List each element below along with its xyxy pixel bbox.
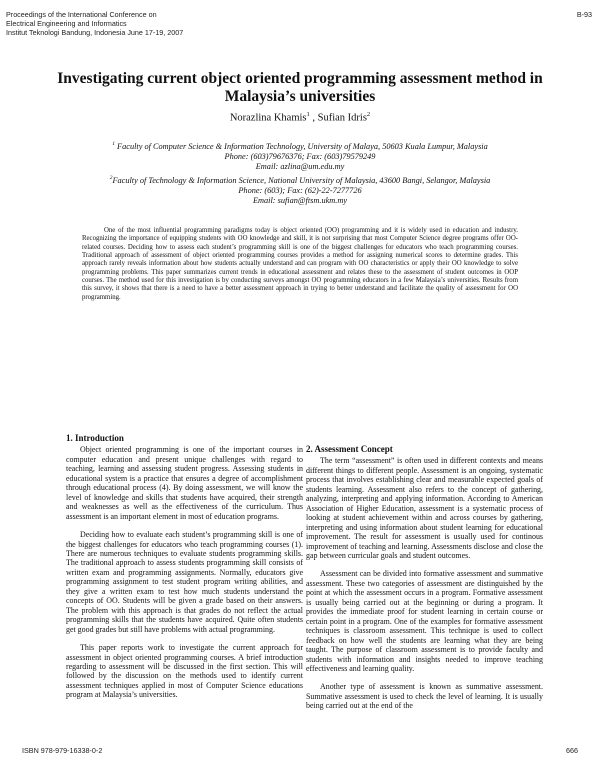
- affiliation-1: [40, 139, 560, 152]
- right-column: [306, 445, 543, 720]
- title-line-1: Investigating current object oriented programming assessment method in: [57, 70, 543, 87]
- proceedings-header: [6, 10, 183, 37]
- affiliation-1-email: Email: azlina@um.edu.my: [255, 162, 345, 172]
- section-1-paragraph: Deciding how to evaluate each student’s programming skill is one of the biggest challenges for educators who teach programming courses (1). There are numerous techniques to evaluate students programming skills. The traditional approach to assess students programming skill consists of written exam and programming assignments. Normally, educators give programming assignment to test student program writing abilities, and they give a written exam to test how much students understand the concepts of OO. Students will be given a grade based on their answers. The problem with this approach is that grades do not reflect the actual programming skills that the students have acquired. Quite often students get good grades but still have problems with actual programming.: [66, 530, 303, 634]
- abstract: One of the most influential programming paradigms today is object oriented (OO) programming and it is widely used in education and industry. Recognizing the importance of equipping students with OO knowledge and skill, it is not surprising that most Computer Science degree programs offer OO-related courses. Deciding how to assess each student’s programming skill is one of the biggest challenges for educators who teach programming courses. Traditional approach of assessment of object oriented programming courses provides a method for assigning numerical scores to determine grades. This approach rarely reveals information about how students actually understand and can program with OO characteristics or apply their OO knowledge to solve programming problems. This paper summarizes current trends in educational assessment and relates these to the assessment of student outcomes in OOP courses. The method used for this investigation is by conducting surveys amongst OO programming educators in a few Malaysia’s universities. Results from this survey, it shows that there is a need to have a better assessment approach in trying to better understand and facilitate the quality of assessment for OO programming.: [82, 227, 518, 301]
- affiliation-2: [40, 173, 560, 186]
- section-2-paragraph: The term “assessment” is often used in different contexts and means different things to different people. Assessment is an ongoing, systematic process that involves establishing clear and measurable expected goals of students learning. Assessment also refers to the concept of gathering, analyzing, interpreting and applying information. According to American Association of Higher Education, assessment is a systematic process of looking at student achievement within and across courses by gathering, interpreting and using information about student learning for educational improvement. The result for assessment is usually used for continous improvement of teaching and learning. Assessments disclose and close the gap between curricular goals and student outcomes.: [306, 456, 543, 560]
- affiliation-2-marker: 2: [109, 174, 113, 181]
- affiliations: [40, 139, 560, 206]
- author-separator: ,: [309, 112, 318, 124]
- affiliation-2-phone: Phone: (603); Fax: (62)-22-7277726: [238, 185, 362, 195]
- footer-isbn: ISBN 978-979-16338-0-2: [22, 746, 103, 755]
- section-1-paragraph: Object oriented programming is one of the important courses in computer education and present unique challenges with regard to teaching, learning and assessing student progress. Assessing students in educational system is a practice that ensures a degree of accomplishment through educational process (4). By doing assessment, we will know the level of knowledge and skills that students have acquired, their strength and weaknesses as well as the effectiveness of the curriculum. Thus assessment is an important element in most of education programs.: [66, 445, 303, 521]
- author-1-marker: 1: [306, 111, 310, 118]
- left-column: [66, 434, 303, 709]
- section-2-paragraph: Another type of assessment is known as summative assessment. Summative assessment is used to check the level of learning. It is usually being carried out at the end of the: [306, 682, 543, 711]
- header-line-3: Institut Teknologi Bandung, Indonesia June 17-19, 2007: [6, 28, 184, 37]
- footer-page-number: 666: [566, 746, 578, 755]
- section-1-heading: 1. Introduction: [66, 433, 124, 443]
- affiliation-1-phone: Phone: (603)79676376; Fax: (603)79579249: [224, 152, 376, 162]
- section-1-paragraph: This paper reports work to investigate the current approach for assessment in object oriented programming courses. A brief introduction regarding to assessment will be discussed in the first section. This will followed by the discussion on the methods used to identify current assessment techniques applied in most of Computer Science educations program at Malaysia’s universities.: [66, 643, 303, 700]
- affiliation-1-marker: 1: [112, 141, 115, 147]
- author-list: [40, 111, 560, 124]
- header-line-2: Electrical Engineering and Informatics: [6, 19, 127, 28]
- affiliation-1-name: Faculty of Computer Science & Information Technology, University of Malaya, 50603 Kuala Lumpur, Malaysia: [114, 141, 488, 151]
- affiliation-2-name: Faculty of Technology & Information Science, National University of Malaysia, 43600 Bangi, Selangor, Malaysia: [112, 175, 491, 185]
- affiliation-2-email: Email: sufian@ftsm.ukm.my: [252, 196, 348, 206]
- section-2-heading: 2. Assessment Concept: [306, 444, 393, 454]
- paper-title: [40, 70, 560, 106]
- author-2: Sufian Idris: [317, 112, 367, 124]
- title-line-2: Malaysia’s universities: [224, 88, 376, 105]
- section-2-paragraph: Assessment can be divided into formative assessment and summative assessment. These two categories of assessment are distinguished by the point at which the assessment occurs in a program. Formative assessment is usually being carried out at the beginning or during a program. It provides the immediate proof for student learning in certain course or certain point in a program. One of the examples for formative assessment techniques is classroom assessment. This technique is used to collect feedback on how well the students are learning what they are being taught. The purpose of classroom assessment is to provide faculty and students with information and insights needed to improve teaching effectiveness and learning quality.: [306, 569, 543, 673]
- header-line-1: Proceedings of the International Conference on: [6, 10, 157, 19]
- author-2-marker: 2: [366, 111, 371, 118]
- header-page-code: B-93: [576, 10, 592, 19]
- author-1: Norazlina Khamis: [229, 112, 307, 124]
